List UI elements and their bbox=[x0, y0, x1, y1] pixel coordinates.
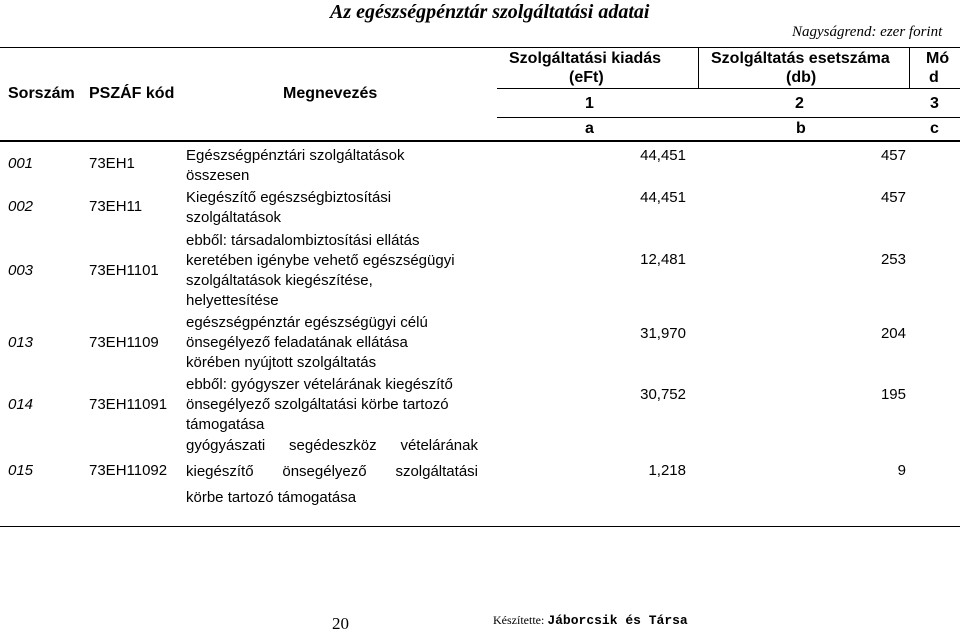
row-megnevezes-line: helyettesítése bbox=[186, 292, 279, 309]
row-megnevezes-line: Kiegészítő egészségbiztosítási bbox=[186, 189, 392, 206]
page-number: 20 bbox=[332, 614, 349, 633]
row-megnevezes-line: támogatása bbox=[186, 416, 265, 433]
header-divider-1 bbox=[698, 48, 699, 88]
header-esetszam-unit: (db) bbox=[786, 69, 817, 86]
row-pszaf-kod: 73EH11092 bbox=[89, 462, 168, 479]
unit-note: Nagyságrend: ezer forint bbox=[792, 24, 943, 40]
header-esetszam: Szolgáltatás esetszáma bbox=[711, 50, 890, 67]
header-letter-c: c bbox=[930, 120, 939, 137]
header-num-rule bbox=[497, 117, 960, 118]
header-mod: Mó bbox=[926, 50, 950, 67]
row-megnevezes bbox=[186, 188, 391, 228]
row-esetszam: 195 bbox=[880, 386, 906, 403]
header-letter-a: a bbox=[585, 120, 594, 137]
header-divider-2 bbox=[909, 48, 910, 88]
credit-label: Készítette: bbox=[493, 613, 545, 627]
row-esetszam: 253 bbox=[880, 251, 906, 268]
row-megnevezes-line: szolgáltatások bbox=[186, 209, 282, 226]
row-megnevezes-line: körében nyújtott szolgáltatás bbox=[186, 354, 377, 371]
row-kiadas: 44,451 bbox=[640, 147, 686, 164]
row-megnevezes-line: kiegészítő önsegélyező szolgáltatási bbox=[186, 463, 478, 480]
row-sorszam: 001 bbox=[8, 155, 34, 172]
row-megnevezes bbox=[186, 146, 404, 186]
page-title: Az egészségpénztár szolgáltatási adatai bbox=[330, 1, 650, 23]
row-megnevezes-line: keretében igénybe vehető egészségügyi bbox=[186, 252, 455, 269]
row-megnevezes bbox=[186, 375, 453, 435]
row-esetszam: 204 bbox=[880, 325, 906, 342]
row-kiadas: 31,970 bbox=[640, 325, 686, 342]
header-pszaf-kod: PSZÁF kód bbox=[89, 85, 175, 102]
row-esetszam: 9 bbox=[897, 462, 906, 479]
row-megnevezes-line: ebből: társadalombiztosítási ellátás bbox=[186, 232, 420, 249]
row-kiadas: 44,451 bbox=[640, 189, 686, 206]
header-kiadas-unit: (eFt) bbox=[569, 69, 604, 86]
row-pszaf-kod: 73EH1101 bbox=[89, 262, 159, 279]
row-megnevezes-line: önsegélyező feladatának ellátása bbox=[186, 334, 408, 351]
header-letter-b: b bbox=[796, 120, 806, 137]
row-sorszam: 013 bbox=[8, 334, 34, 351]
row-pszaf-kod: 73EH11091 bbox=[89, 396, 168, 413]
header-kiadas: Szolgáltatási kiadás bbox=[509, 50, 662, 67]
row-sorszam: 003 bbox=[8, 262, 34, 279]
row-megnevezes-line: ebből: gyógyszer vételárának kiegészítő bbox=[186, 376, 453, 393]
row-megnevezes bbox=[186, 436, 478, 508]
row-megnevezes-line: Egészségpénztári szolgáltatások bbox=[186, 147, 405, 164]
header-num-2: 2 bbox=[795, 95, 804, 112]
row-megnevezes-line: körbe tartozó támogatása bbox=[186, 489, 357, 506]
header-sorszam: Sorszám bbox=[8, 85, 75, 102]
table-bottom-rule bbox=[0, 526, 960, 527]
row-pszaf-kod: 73EH1109 bbox=[89, 334, 159, 351]
header-num-3: 3 bbox=[930, 95, 939, 112]
row-megnevezes-line: szolgáltatások kiegészítése, bbox=[186, 272, 373, 289]
row-megnevezes-line: egészségpénztár egészségügyi célú bbox=[186, 314, 428, 331]
row-esetszam: 457 bbox=[880, 147, 906, 164]
header-mod-cont: d bbox=[929, 69, 939, 86]
row-pszaf-kod: 73EH1 bbox=[89, 155, 135, 172]
row-kiadas: 30,752 bbox=[640, 386, 686, 403]
row-kiadas: 1,218 bbox=[648, 462, 686, 479]
row-pszaf-kod: 73EH11 bbox=[89, 198, 143, 215]
credit bbox=[493, 613, 688, 628]
row-sorszam: 014 bbox=[8, 396, 34, 413]
row-megnevezes bbox=[186, 313, 428, 373]
row-esetszam: 457 bbox=[880, 189, 906, 206]
header-bottom-rule bbox=[0, 140, 960, 142]
row-megnevezes-line: összesen bbox=[186, 167, 250, 184]
header-top-rule bbox=[0, 47, 960, 48]
header-mid-rule bbox=[497, 88, 960, 89]
row-kiadas: 12,481 bbox=[640, 251, 686, 268]
row-megnevezes-line: önsegélyező szolgáltatási körbe tartozó bbox=[186, 396, 449, 413]
credit-name: Jáborcsik és Társa bbox=[547, 613, 688, 628]
row-megnevezes bbox=[186, 231, 455, 311]
row-sorszam: 002 bbox=[8, 198, 34, 215]
header-num-1: 1 bbox=[585, 95, 594, 112]
row-sorszam: 015 bbox=[8, 462, 34, 479]
row-megnevezes-line: gyógyászati segédeszköz vételárának bbox=[186, 437, 478, 454]
header-megnevezes: Megnevezés bbox=[283, 85, 378, 102]
